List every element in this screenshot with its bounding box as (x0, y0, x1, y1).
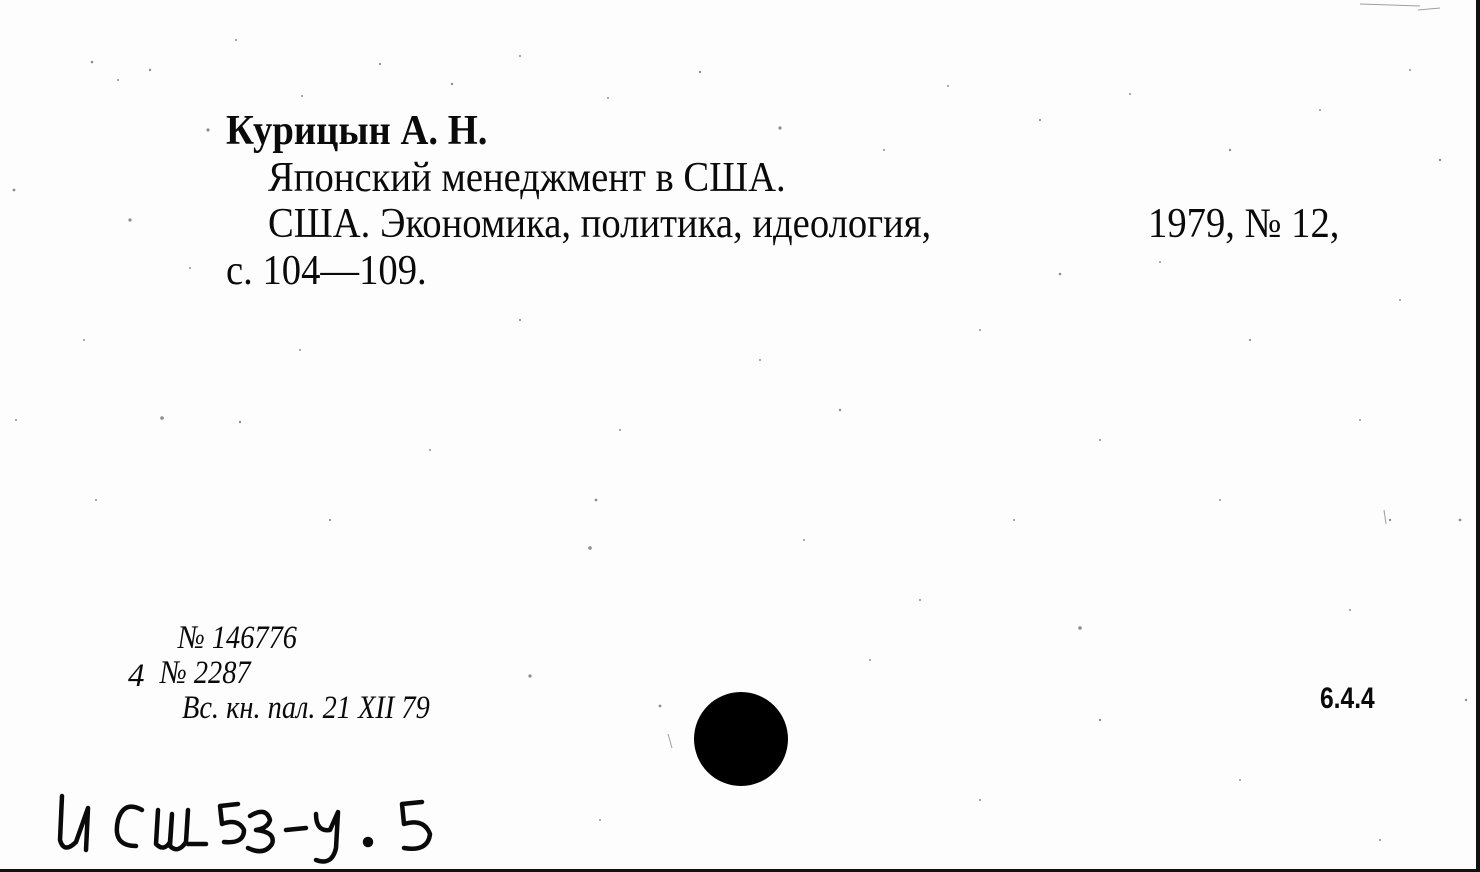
punch-hole (694, 692, 788, 786)
copy-number: № 2287 (160, 655, 251, 691)
journal-name: США. Экономика, политика, идеология, (268, 201, 932, 247)
copy-prefix: 4 (128, 658, 145, 694)
author-name: Курицын А. Н. (226, 108, 488, 154)
issue-year-number: 1979, № 12, (1148, 201, 1340, 247)
page-range: с. 104—109. (226, 248, 427, 294)
article-title: Японский менеджмент в США. (268, 155, 786, 201)
handwritten-shelfmark (40, 780, 480, 872)
inventory-number: № 146776 (178, 620, 298, 656)
classification-code: 6.4.4 (1320, 682, 1375, 715)
registration-stamp: Вс. кн. пал. 21 XII 79 (182, 690, 430, 726)
card-edge-right (1476, 0, 1480, 872)
